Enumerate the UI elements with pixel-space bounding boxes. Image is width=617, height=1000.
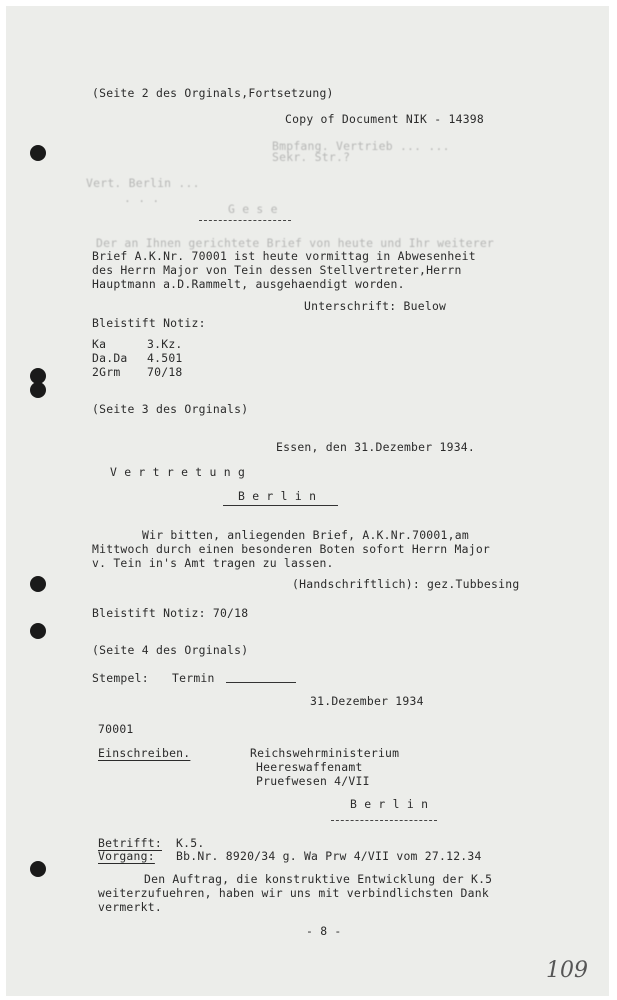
document-page bbox=[6, 6, 609, 996]
note-code: Da.Da bbox=[92, 351, 128, 365]
note-code: 2Grm bbox=[92, 365, 121, 379]
signature-line: Unterschrift: Buelow bbox=[304, 299, 447, 313]
process-value: Bb.Nr. 8920/34 g. Wa Prw 4/VII vom 27.12.34 bbox=[176, 849, 482, 863]
handwritten-folio-number: 109 bbox=[546, 958, 588, 983]
stamp-label: Stempel: bbox=[92, 671, 149, 685]
document-copy-reference: Copy of Document NIK - 14398 bbox=[285, 112, 485, 126]
body-line: Mittwoch durch einen besonderen Boten sofort Herrn Major bbox=[92, 542, 491, 556]
pencil-note: Bleistift Notiz: 70/18 bbox=[92, 606, 249, 620]
punch-hole bbox=[30, 576, 46, 592]
illegible-line: . . . bbox=[124, 191, 160, 205]
paragraph-line: des Herrn Major von Tein dessen Stellvertreter,Herrn bbox=[92, 263, 462, 277]
body-line: Wir bitten, anliegenden Brief, A.K.Nr.70001,am bbox=[142, 528, 469, 542]
process-label: Vorgang: bbox=[98, 849, 155, 863]
handwritten-signature-note: (Handschriftlich): gez.Tubbesing bbox=[292, 577, 520, 591]
illegible-line: Sekr. Str.? bbox=[272, 150, 351, 164]
note-value: 3.Kz. bbox=[147, 337, 183, 351]
paragraph-line: Hauptmann a.D.Rammelt, ausgehaendigt worden. bbox=[92, 277, 405, 291]
punch-hole bbox=[30, 623, 46, 639]
subject-value: K.5. bbox=[176, 836, 205, 850]
stamp-value: Termin bbox=[172, 671, 215, 685]
recipient-city: B e r l i n bbox=[238, 489, 317, 503]
illegible-line: Vert. Berlin ... bbox=[86, 176, 200, 190]
registered-mail-label: Einschreiben. bbox=[98, 746, 191, 760]
punch-hole bbox=[30, 861, 46, 877]
subject-label: Betrifft: bbox=[98, 836, 162, 850]
page-number: - 8 - bbox=[306, 924, 342, 938]
note-value: 4.501 bbox=[147, 351, 183, 365]
closing-line: Den Auftrag, die konstruktive Entwicklung der K.5 bbox=[144, 872, 493, 886]
reference-number: 70001 bbox=[98, 722, 134, 736]
original-page-note: (Seite 4 des Orginals) bbox=[92, 643, 249, 657]
spaced-heading: G e s e bbox=[228, 202, 278, 216]
note-code: Ka bbox=[92, 337, 107, 351]
note-value: 70/18 bbox=[147, 365, 183, 379]
body-line: v. Tein in's Amt tragen zu lassen. bbox=[92, 556, 334, 570]
punch-hole bbox=[30, 382, 46, 398]
punch-hole bbox=[30, 145, 46, 161]
address-line: Reichswehrministerium bbox=[250, 746, 400, 760]
heading-underline bbox=[199, 220, 291, 221]
paragraph-line: Brief A.K.Nr. 70001 ist heute vormittag in Abwesenheit bbox=[92, 249, 476, 263]
original-page-note: (Seite 3 des Orginals) bbox=[92, 402, 249, 416]
closing-line: vermerkt. bbox=[98, 900, 162, 914]
illegible-paragraph-line: Der an Ihnen gerichtete Brief von heute und Ihr weiterer bbox=[96, 236, 495, 250]
letter-date: Essen, den 31.Dezember 1934. bbox=[276, 440, 476, 454]
city-underline bbox=[223, 505, 338, 506]
recipient-heading: V e r t r e t u n g bbox=[110, 465, 246, 479]
letter-date: 31.Dezember 1934 bbox=[310, 694, 424, 708]
original-page-note: (Seite 2 des Orginals,Fortsetzung) bbox=[92, 86, 334, 100]
city-underline bbox=[331, 820, 437, 821]
stamp-blank-line bbox=[226, 682, 296, 683]
address-city: B e r l i n bbox=[350, 797, 429, 811]
address-line: Heereswaffenamt bbox=[256, 760, 363, 774]
pencil-note-label: Bleistift Notiz: bbox=[92, 316, 206, 330]
address-line: Pruefwesen 4/VII bbox=[256, 774, 370, 788]
illegible-line: Bmpfang. Vertrieb ... ... bbox=[272, 139, 450, 153]
closing-line: weiterzufuehren, haben wir uns mit verbindlichsten Dank bbox=[98, 886, 489, 900]
